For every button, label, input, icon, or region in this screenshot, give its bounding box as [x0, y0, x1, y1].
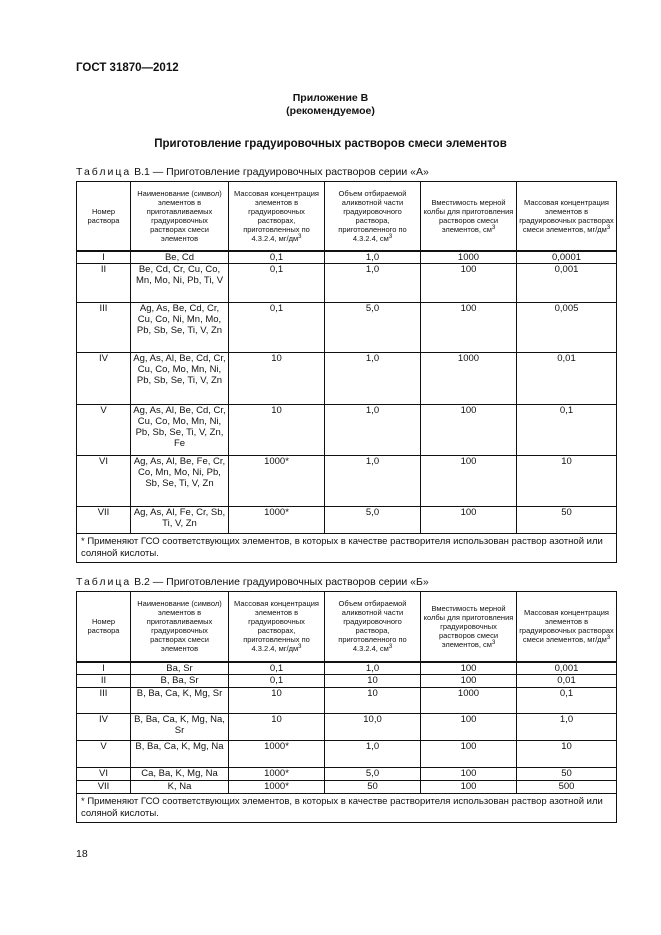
table2-header-result: Массовая концентрация элементов в градуировочных растворах смеси элементов, $мг/дм^3$: [517, 592, 617, 662]
row-result: 500: [517, 781, 617, 794]
table2-header-concentration: Массовая концентрация элементов в градуировочных растворах, приготовленных по 4.3.2.4, $мг/дм^3$: [229, 592, 325, 662]
row-concentration: 10: [229, 714, 325, 741]
row-result: 10: [517, 456, 617, 507]
row-aliquot: 1,0: [325, 405, 421, 456]
table1-caption-label: Таблица: [76, 166, 132, 178]
row-number: V: [77, 741, 131, 768]
row-flask: 1000: [421, 353, 517, 405]
row-number: IV: [77, 353, 131, 405]
row-flask: 1000: [421, 251, 517, 264]
table1-header-row: [77, 182, 617, 251]
row-number: V: [77, 405, 131, 456]
row-aliquot: 50: [325, 781, 421, 794]
row-aliquot: 1,0: [325, 741, 421, 768]
table1-header-flask: Вместимость мерной колбы для приготовления растворов смеси элементов, $см^3$: [421, 182, 517, 251]
table2-header-flask: Вместимость мерной колбы для приготовления градуировочных растворов смеси элементов, $см^3$: [421, 592, 517, 662]
table1-header-elements: Наименование (символ) элементов в приготавливаемых градуировочных растворах смеси элементов: [131, 182, 229, 251]
row-elements: Ag, As, Al, Be, Cd, Cr, Cu, Co, Mo, Mn, Ni, Pb, Sb, Se, Ti, V, Zn, Fe: [131, 405, 229, 456]
row-elements: Ag, As, Al, Be, Cd, Cr, Cu, Co, Mo, Mn, Ni, Pb, Sb, Se, Ti, V, Zn: [131, 353, 229, 405]
row-flask: 100: [421, 781, 517, 794]
table1-header-concentration: Массовая концентрация элементов в градуировочных растворах, приготовленных по 4.3.2.4, $мг/дм^3$: [229, 182, 325, 251]
document-code: ГОСТ 31870—2012: [76, 62, 179, 74]
row-concentration: 0,1: [229, 303, 325, 353]
row-result: 0,1: [517, 688, 617, 714]
table-row: [77, 264, 617, 303]
row-flask: 100: [421, 662, 517, 675]
row-flask: 100: [421, 741, 517, 768]
row-result: 0,0001: [517, 251, 617, 264]
row-number: IV: [77, 714, 131, 741]
table2-header-elements: Наименование (символ) элементов в приготавливаемых градуировочных растворах смеси элементов: [131, 592, 229, 662]
table-row: [77, 353, 617, 405]
table2-caption: [76, 576, 429, 588]
row-aliquot: 1,0: [325, 251, 421, 264]
table2-caption-text: В.2 — Приготовление градуировочных растворов серии «Б»: [131, 576, 429, 588]
row-elements: Ag, As, Al, Fe, Cr, Sb, Ti, V, Zn: [131, 507, 229, 534]
table1-header-result: Массовая концентрация элементов в градуировочных растворах смеси элементов, $мг/дм^3$: [517, 182, 617, 251]
table1-footnote-row: [77, 534, 617, 563]
row-elements: B, Ba, Sr: [131, 675, 229, 688]
table2-header-number: Номер раствора: [77, 592, 131, 662]
row-aliquot: 10: [325, 675, 421, 688]
row-aliquot: 10,0: [325, 714, 421, 741]
row-elements: B, Ba, Ca, K, Mg, Sr: [131, 688, 229, 714]
table2-header-row: [77, 592, 617, 662]
row-elements: K, Na: [131, 781, 229, 794]
table-row: [77, 662, 617, 675]
row-number: VII: [77, 781, 131, 794]
row-flask: 100: [421, 675, 517, 688]
row-concentration: 10: [229, 353, 325, 405]
annex-title: Приложение В: [292, 92, 369, 104]
row-concentration: 0,1: [229, 662, 325, 675]
table2-footnote-row: [77, 794, 617, 823]
page-number: 18: [76, 848, 88, 860]
row-concentration: 1000*: [229, 741, 325, 768]
row-flask: 100: [421, 714, 517, 741]
table-row: [77, 303, 617, 353]
row-number: VI: [77, 456, 131, 507]
row-result: 50: [517, 768, 617, 781]
table2-footnote: * Применяют ГСО соответствующих элементов, в которых в качестве растворителя использован раствор азотной или соляной кислоты.: [77, 794, 617, 823]
row-number: VII: [77, 507, 131, 534]
row-number: II: [77, 675, 131, 688]
row-elements: Be, Cd: [131, 251, 229, 264]
table-row: [77, 507, 617, 534]
table1-header-number: Номер раствора: [77, 182, 131, 251]
row-concentration: 0,1: [229, 264, 325, 303]
table-row: [77, 781, 617, 794]
row-result: 0,1: [517, 405, 617, 456]
row-concentration: 1000*: [229, 507, 325, 534]
table2-header-aliquot: Объем отбираемой аликвотной части градуировочного раствора, приготовленного по 4.3.2.4, $см^3$: [325, 592, 421, 662]
row-aliquot: 1,0: [325, 456, 421, 507]
table1-header-aliquot: Объем отбираемой аликвотной части градуировочного раствора, приготовленного по 4.3.2.4, $см^3$: [325, 182, 421, 251]
row-elements: Ag, As, Al, Be, Fe, Cr, Co, Mn, Mo, Ni, Pb, Sb, Se, Ti, V, Zn: [131, 456, 229, 507]
row-result: 0,01: [517, 675, 617, 688]
table-row: [77, 741, 617, 768]
row-aliquot: 1,0: [325, 662, 421, 675]
row-aliquot: 5,0: [325, 507, 421, 534]
row-result: 0,005: [517, 303, 617, 353]
row-concentration: 1000*: [229, 781, 325, 794]
row-elements: Ba, Sr: [131, 662, 229, 675]
row-number: VI: [77, 768, 131, 781]
row-elements: Be, Cd, Cr, Cu, Co, Mn, Mo, Ni, Pb, Ti, V: [131, 264, 229, 303]
row-number: I: [77, 662, 131, 675]
annex-heading: Приготовление градуировочных растворов смеси элементов: [154, 138, 507, 150]
row-result: 50: [517, 507, 617, 534]
row-aliquot: 1,0: [325, 353, 421, 405]
row-elements: B, Ba, Ca, K, Mg, Na, Sr: [131, 714, 229, 741]
table2-caption-label: Таблица: [76, 576, 132, 588]
row-flask: 1000: [421, 688, 517, 714]
annex-subtitle: (рекомендуемое): [286, 105, 375, 117]
row-elements: Ag, As, Be, Cd, Cr, Cu, Co, Ni, Mn, Mo, Pb, Sb, Se, Ti, V, Zn: [131, 303, 229, 353]
row-result: 0,01: [517, 353, 617, 405]
row-flask: 100: [421, 405, 517, 456]
row-concentration: 1000*: [229, 456, 325, 507]
row-flask: 100: [421, 507, 517, 534]
table-row: [77, 456, 617, 507]
row-concentration: 0,1: [229, 251, 325, 264]
row-number: II: [77, 264, 131, 303]
row-result: 0,001: [517, 662, 617, 675]
row-flask: 100: [421, 303, 517, 353]
row-elements: B, Ba, Ca, K, Mg, Na: [131, 741, 229, 768]
row-aliquot: 1,0: [325, 264, 421, 303]
table-row: [77, 768, 617, 781]
row-flask: 100: [421, 456, 517, 507]
row-aliquot: 5,0: [325, 768, 421, 781]
table-row: [77, 405, 617, 456]
row-result: 1,0: [517, 714, 617, 741]
row-flask: 100: [421, 264, 517, 303]
table1-caption: [76, 166, 429, 178]
row-number: III: [77, 688, 131, 714]
table-row: [77, 251, 617, 264]
row-concentration: 1000*: [229, 768, 325, 781]
row-result: 10: [517, 741, 617, 768]
row-aliquot: 10: [325, 688, 421, 714]
row-number: III: [77, 303, 131, 353]
row-concentration: 10: [229, 405, 325, 456]
row-flask: 100: [421, 768, 517, 781]
table-row: [77, 688, 617, 714]
row-aliquot: 5,0: [325, 303, 421, 353]
table-row: [77, 714, 617, 741]
row-elements: Ca, Ba, K, Mg, Na: [131, 768, 229, 781]
table-row: [77, 675, 617, 688]
row-number: I: [77, 251, 131, 264]
table1-footnote: * Применяют ГСО соответствующих элементов, в которых в качестве растворителя использован раствор азотной или соляной кислоты.: [77, 534, 617, 563]
row-result: 0,001: [517, 264, 617, 303]
table2: [76, 591, 617, 823]
table1: [76, 181, 617, 563]
row-concentration: 10: [229, 688, 325, 714]
table1-caption-text: В.1 — Приготовление градуировочных растворов серии «А»: [131, 166, 429, 178]
row-concentration: 0,1: [229, 675, 325, 688]
